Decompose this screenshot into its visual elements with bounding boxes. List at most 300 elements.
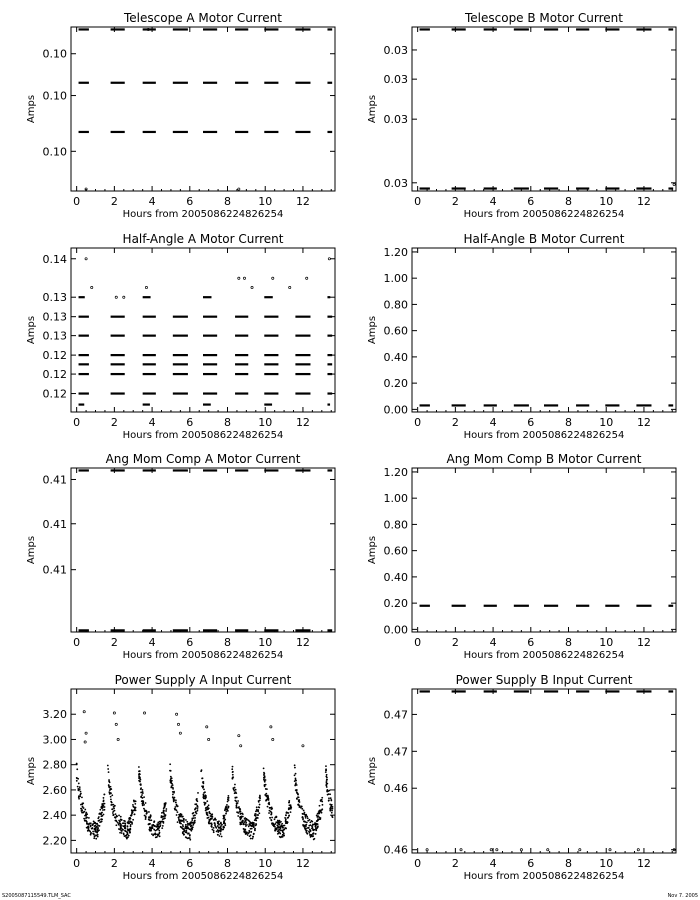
x-tick-label: 4 xyxy=(489,857,497,870)
data-point xyxy=(191,827,193,829)
data-point xyxy=(232,787,234,789)
data-point xyxy=(325,768,327,770)
data-point xyxy=(127,825,129,827)
data-point xyxy=(328,800,330,802)
data-point xyxy=(268,798,270,800)
y-tick-label: 1.00 xyxy=(383,272,408,286)
data-point xyxy=(151,833,153,835)
data-series xyxy=(420,691,676,850)
x-tick-label: 6 xyxy=(186,636,194,649)
data-point xyxy=(179,814,181,816)
data-point xyxy=(305,824,307,826)
data-point xyxy=(150,815,152,817)
data-point xyxy=(157,822,159,824)
y-tick-label: 0.20 xyxy=(383,597,408,611)
data-point xyxy=(144,810,146,812)
data-point xyxy=(203,792,205,794)
data-point xyxy=(211,816,213,818)
x-tick-label: 12 xyxy=(636,636,651,649)
plot-frame xyxy=(412,689,676,853)
data-point xyxy=(255,817,257,819)
data-point xyxy=(92,831,94,833)
y-tick-label: 0.10 xyxy=(42,89,67,103)
data-point xyxy=(200,770,202,772)
data-point xyxy=(80,791,82,793)
data-point xyxy=(231,768,233,770)
data-point xyxy=(305,817,307,819)
data-point xyxy=(86,817,88,819)
data-point xyxy=(138,770,140,772)
data-point xyxy=(254,825,256,827)
data-point xyxy=(305,827,307,829)
x-tick-label: 6 xyxy=(527,636,535,649)
x-tick-label: 4 xyxy=(489,636,497,649)
data-point xyxy=(83,818,85,820)
data-point xyxy=(278,832,280,834)
data-point xyxy=(103,814,105,816)
data-point xyxy=(259,797,261,799)
data-point xyxy=(268,803,270,805)
data-point xyxy=(107,768,109,770)
data-point xyxy=(87,827,89,829)
data-point xyxy=(115,816,117,818)
data-point xyxy=(257,817,259,819)
y-tick-label: 0.12 xyxy=(42,387,67,401)
data-point xyxy=(176,814,178,816)
data-point xyxy=(220,825,222,827)
x-tick-label: 8 xyxy=(224,195,232,208)
y-tick-label: 0.00 xyxy=(383,623,408,637)
x-axis-label: Hours from 2005086224826254 xyxy=(463,650,625,661)
data-point xyxy=(295,782,297,784)
data-point xyxy=(131,813,133,815)
data-point xyxy=(205,807,207,809)
y-tick-label: 0.03 xyxy=(383,113,408,127)
data-point xyxy=(189,828,191,830)
data-point xyxy=(142,792,144,794)
data-point xyxy=(97,836,99,838)
data-point xyxy=(205,809,207,811)
data-point xyxy=(152,824,154,826)
data-point xyxy=(190,830,192,832)
data-point xyxy=(76,777,78,779)
x-tick-label: 6 xyxy=(186,195,194,208)
data-point xyxy=(81,810,83,812)
data-point xyxy=(113,806,115,808)
x-tick-label: 12 xyxy=(636,857,651,870)
data-point xyxy=(156,833,158,835)
panel-ang-mom-comp-b-motor-current xyxy=(367,452,676,661)
chart-title: Telescope A Motor Current xyxy=(124,11,282,25)
data-point xyxy=(276,827,278,829)
data-point xyxy=(139,781,141,783)
y-tick-label: 0.47 xyxy=(383,708,408,722)
data-point xyxy=(143,796,145,798)
data-point xyxy=(140,796,142,798)
data-point xyxy=(102,809,104,811)
panel-ang-mom-comp-a-motor-current xyxy=(26,452,335,661)
data-point xyxy=(202,781,204,783)
data-point xyxy=(254,814,256,816)
data-point xyxy=(238,806,240,808)
data-point xyxy=(111,794,113,796)
data-point xyxy=(146,813,148,815)
y-tick-label: 0.47 xyxy=(383,745,408,759)
data-point xyxy=(248,826,250,828)
data-point xyxy=(120,827,122,829)
y-tick-label: 0.13 xyxy=(42,310,67,324)
y-tick-label: 3.20 xyxy=(42,708,67,722)
data-point xyxy=(251,825,253,827)
data-point xyxy=(279,820,281,822)
source-filename: S2005087115549.TLM_SAC xyxy=(2,893,71,899)
data-point xyxy=(313,839,315,841)
data-point xyxy=(319,805,321,807)
data-point xyxy=(194,817,196,819)
data-point xyxy=(206,814,208,816)
data-point xyxy=(227,807,229,809)
data-point xyxy=(110,796,112,798)
data-point xyxy=(135,809,137,811)
data-point xyxy=(264,786,266,788)
data-point xyxy=(274,818,276,820)
data-point xyxy=(85,814,87,816)
outlier-point xyxy=(177,723,179,725)
data-point xyxy=(85,812,87,814)
data-point xyxy=(232,777,234,779)
data-point xyxy=(100,813,102,815)
data-point xyxy=(320,800,322,802)
y-tick-label: 1.00 xyxy=(383,492,408,506)
outlier-point xyxy=(179,732,181,734)
data-point xyxy=(108,780,110,782)
data-point xyxy=(93,820,95,822)
data-point xyxy=(175,799,177,801)
y-tick-label: 0.80 xyxy=(383,298,408,312)
data-point xyxy=(140,787,142,789)
data-point xyxy=(189,837,191,839)
data-point xyxy=(144,815,146,817)
data-point xyxy=(331,815,333,817)
x-tick-label: 12 xyxy=(295,416,310,429)
data-point xyxy=(125,836,127,838)
data-point xyxy=(331,806,333,808)
outlier-point xyxy=(496,849,498,851)
data-point xyxy=(252,838,254,840)
data-point xyxy=(80,793,82,795)
data-point xyxy=(287,812,289,814)
data-point xyxy=(224,824,226,826)
y-tick-label: 0.13 xyxy=(42,291,67,305)
data-point xyxy=(78,798,80,800)
x-tick-label: 4 xyxy=(489,416,497,429)
data-point xyxy=(174,808,176,810)
data-point xyxy=(296,792,298,794)
data-point xyxy=(309,834,311,836)
x-axis-label: Hours from 2005086224826254 xyxy=(122,650,284,661)
data-point xyxy=(115,813,117,815)
data-point xyxy=(284,817,286,819)
data-point xyxy=(99,825,101,827)
y-tick-label: 0.41 xyxy=(42,517,67,531)
data-point xyxy=(130,815,132,817)
data-point xyxy=(118,820,120,822)
data-point xyxy=(234,800,236,802)
outlier-point xyxy=(85,258,87,260)
x-tick-label: 6 xyxy=(527,416,535,429)
data-point xyxy=(240,813,242,815)
y-tick-label: 0.12 xyxy=(42,368,67,382)
data-point xyxy=(194,814,196,816)
data-point xyxy=(134,807,136,809)
data-point xyxy=(188,822,190,824)
outlier-point xyxy=(302,745,304,747)
outlier-point xyxy=(238,277,240,279)
data-point xyxy=(237,802,239,804)
data-point xyxy=(83,807,85,809)
outlier-point xyxy=(85,732,87,734)
data-point xyxy=(216,830,218,832)
data-point xyxy=(325,765,327,767)
data-point xyxy=(162,821,164,823)
data-point xyxy=(329,809,331,811)
data-point xyxy=(298,799,300,801)
data-point xyxy=(195,807,197,809)
y-tick-label: 1.20 xyxy=(383,465,408,479)
data-point xyxy=(203,789,205,791)
data-point xyxy=(76,780,78,782)
data-point xyxy=(288,804,290,806)
data-point xyxy=(164,817,166,819)
data-point xyxy=(119,832,121,834)
data-point xyxy=(132,804,134,806)
data-series xyxy=(76,711,334,841)
data-point xyxy=(134,813,136,815)
outlier-point xyxy=(115,723,117,725)
data-point xyxy=(306,833,308,835)
data-point xyxy=(242,816,244,818)
data-point xyxy=(180,816,182,818)
data-point xyxy=(97,834,99,836)
data-point xyxy=(265,795,267,797)
data-series xyxy=(79,28,333,190)
data-point xyxy=(186,832,188,834)
y-tick-label: 0.13 xyxy=(42,329,67,343)
data-point xyxy=(82,806,84,808)
data-point xyxy=(132,811,134,813)
data-point xyxy=(201,778,203,780)
data-point xyxy=(227,810,229,812)
data-point xyxy=(283,828,285,830)
data-point xyxy=(272,824,274,826)
data-point xyxy=(220,833,222,835)
y-axis-label: Amps xyxy=(26,94,37,124)
plot-frame xyxy=(71,689,335,853)
data-point xyxy=(275,828,277,830)
data-point xyxy=(128,835,130,837)
data-point xyxy=(125,828,127,830)
outlier-point xyxy=(145,286,147,288)
data-point xyxy=(138,766,140,768)
y-tick-label: 0.12 xyxy=(42,349,67,363)
x-tick-label: 12 xyxy=(295,857,310,870)
outlier-point xyxy=(520,849,522,851)
data-point xyxy=(285,814,287,816)
data-point xyxy=(294,764,296,766)
data-point xyxy=(180,823,182,825)
data-point xyxy=(218,824,220,826)
data-point xyxy=(164,806,166,808)
data-point xyxy=(250,831,252,833)
data-point xyxy=(290,811,292,813)
outlier-point xyxy=(328,258,330,260)
data-point xyxy=(235,789,237,791)
data-point xyxy=(129,832,131,834)
data-point xyxy=(107,765,109,767)
outlier-point xyxy=(547,849,549,851)
data-point xyxy=(271,819,273,821)
data-point xyxy=(141,800,143,802)
panel-telescope-b-motor-current xyxy=(367,11,676,220)
chart-title: Ang Mom Comp A Motor Current xyxy=(105,452,301,466)
x-tick-label: 2 xyxy=(110,636,118,649)
data-point xyxy=(326,783,328,785)
data-point xyxy=(245,820,247,822)
data-point xyxy=(128,830,130,832)
data-point xyxy=(329,790,331,792)
data-point xyxy=(250,838,252,840)
x-tick-label: 8 xyxy=(565,636,573,649)
data-point xyxy=(165,808,167,810)
outlier-point xyxy=(637,849,639,851)
data-point xyxy=(245,822,247,824)
y-tick-label: 0.03 xyxy=(383,43,408,57)
data-point xyxy=(307,820,309,822)
data-point xyxy=(159,835,161,837)
data-point xyxy=(132,819,134,821)
data-point xyxy=(250,828,252,830)
data-point xyxy=(131,809,133,811)
outlier-point xyxy=(83,711,85,713)
x-tick-label: 2 xyxy=(451,416,459,429)
data-point xyxy=(142,789,144,791)
data-point xyxy=(179,820,181,822)
data-point xyxy=(210,818,212,820)
data-point xyxy=(178,817,180,819)
data-point xyxy=(311,827,313,829)
data-point xyxy=(328,797,330,799)
data-point xyxy=(267,806,269,808)
data-point xyxy=(128,822,130,824)
x-tick-label: 4 xyxy=(148,416,156,429)
data-point xyxy=(120,818,122,820)
data-point xyxy=(245,833,247,835)
data-point xyxy=(98,829,100,831)
outlier-point xyxy=(272,738,274,740)
data-point xyxy=(123,820,125,822)
plot-frame xyxy=(412,468,676,632)
data-point xyxy=(149,827,151,829)
data-point xyxy=(162,816,164,818)
data-point xyxy=(130,824,132,826)
y-axis-label: Amps xyxy=(367,535,378,565)
data-point xyxy=(165,810,167,812)
data-point xyxy=(257,811,259,813)
data-point xyxy=(141,794,143,796)
data-point xyxy=(306,816,308,818)
data-point xyxy=(288,815,290,817)
y-tick-label: 0.46 xyxy=(383,843,408,857)
data-point xyxy=(111,804,113,806)
data-point xyxy=(78,795,80,797)
data-point xyxy=(289,807,291,809)
data-point xyxy=(256,806,258,808)
data-point xyxy=(248,823,250,825)
x-tick-label: 10 xyxy=(599,195,614,208)
data-point xyxy=(150,819,152,821)
data-point xyxy=(317,813,319,815)
data-point xyxy=(317,816,319,818)
y-axis-label: Amps xyxy=(367,94,378,124)
data-point xyxy=(277,820,279,822)
data-point xyxy=(232,774,234,776)
data-point xyxy=(264,775,266,777)
data-point xyxy=(317,826,319,828)
data-point xyxy=(237,800,239,802)
data-point xyxy=(221,836,223,838)
data-point xyxy=(302,824,304,826)
x-tick-label: 6 xyxy=(186,416,194,429)
data-point xyxy=(145,818,147,820)
data-point xyxy=(213,827,215,829)
data-point xyxy=(240,822,242,824)
data-series xyxy=(420,29,676,188)
data-point xyxy=(313,833,315,835)
data-point xyxy=(76,764,78,766)
data-point xyxy=(148,811,150,813)
data-point xyxy=(130,821,132,823)
data-point xyxy=(95,831,97,833)
data-point xyxy=(162,825,164,827)
chart-title: Power Supply B Input Current xyxy=(455,673,633,687)
data-point xyxy=(175,801,177,803)
data-point xyxy=(139,773,141,775)
data-point xyxy=(122,822,124,824)
data-point xyxy=(256,809,258,811)
data-point xyxy=(287,821,289,823)
data-point xyxy=(170,780,172,782)
data-point xyxy=(119,829,121,831)
plot-frame xyxy=(412,248,676,412)
data-point xyxy=(320,810,322,812)
data-point xyxy=(160,822,162,824)
outlier-point xyxy=(123,296,125,298)
x-axis-label: Hours from 2005086224826254 xyxy=(463,871,625,882)
data-point xyxy=(258,806,260,808)
x-tick-label: 2 xyxy=(451,195,459,208)
data-point xyxy=(112,812,114,814)
x-tick-label: 0 xyxy=(414,636,422,649)
data-point xyxy=(226,804,228,806)
y-tick-label: 0.03 xyxy=(383,176,408,190)
x-tick-label: 2 xyxy=(110,195,118,208)
data-point xyxy=(206,800,208,802)
data-point xyxy=(241,812,243,814)
data-point xyxy=(170,776,172,778)
data-point xyxy=(118,815,120,817)
data-point xyxy=(183,818,185,820)
data-point xyxy=(112,811,114,813)
